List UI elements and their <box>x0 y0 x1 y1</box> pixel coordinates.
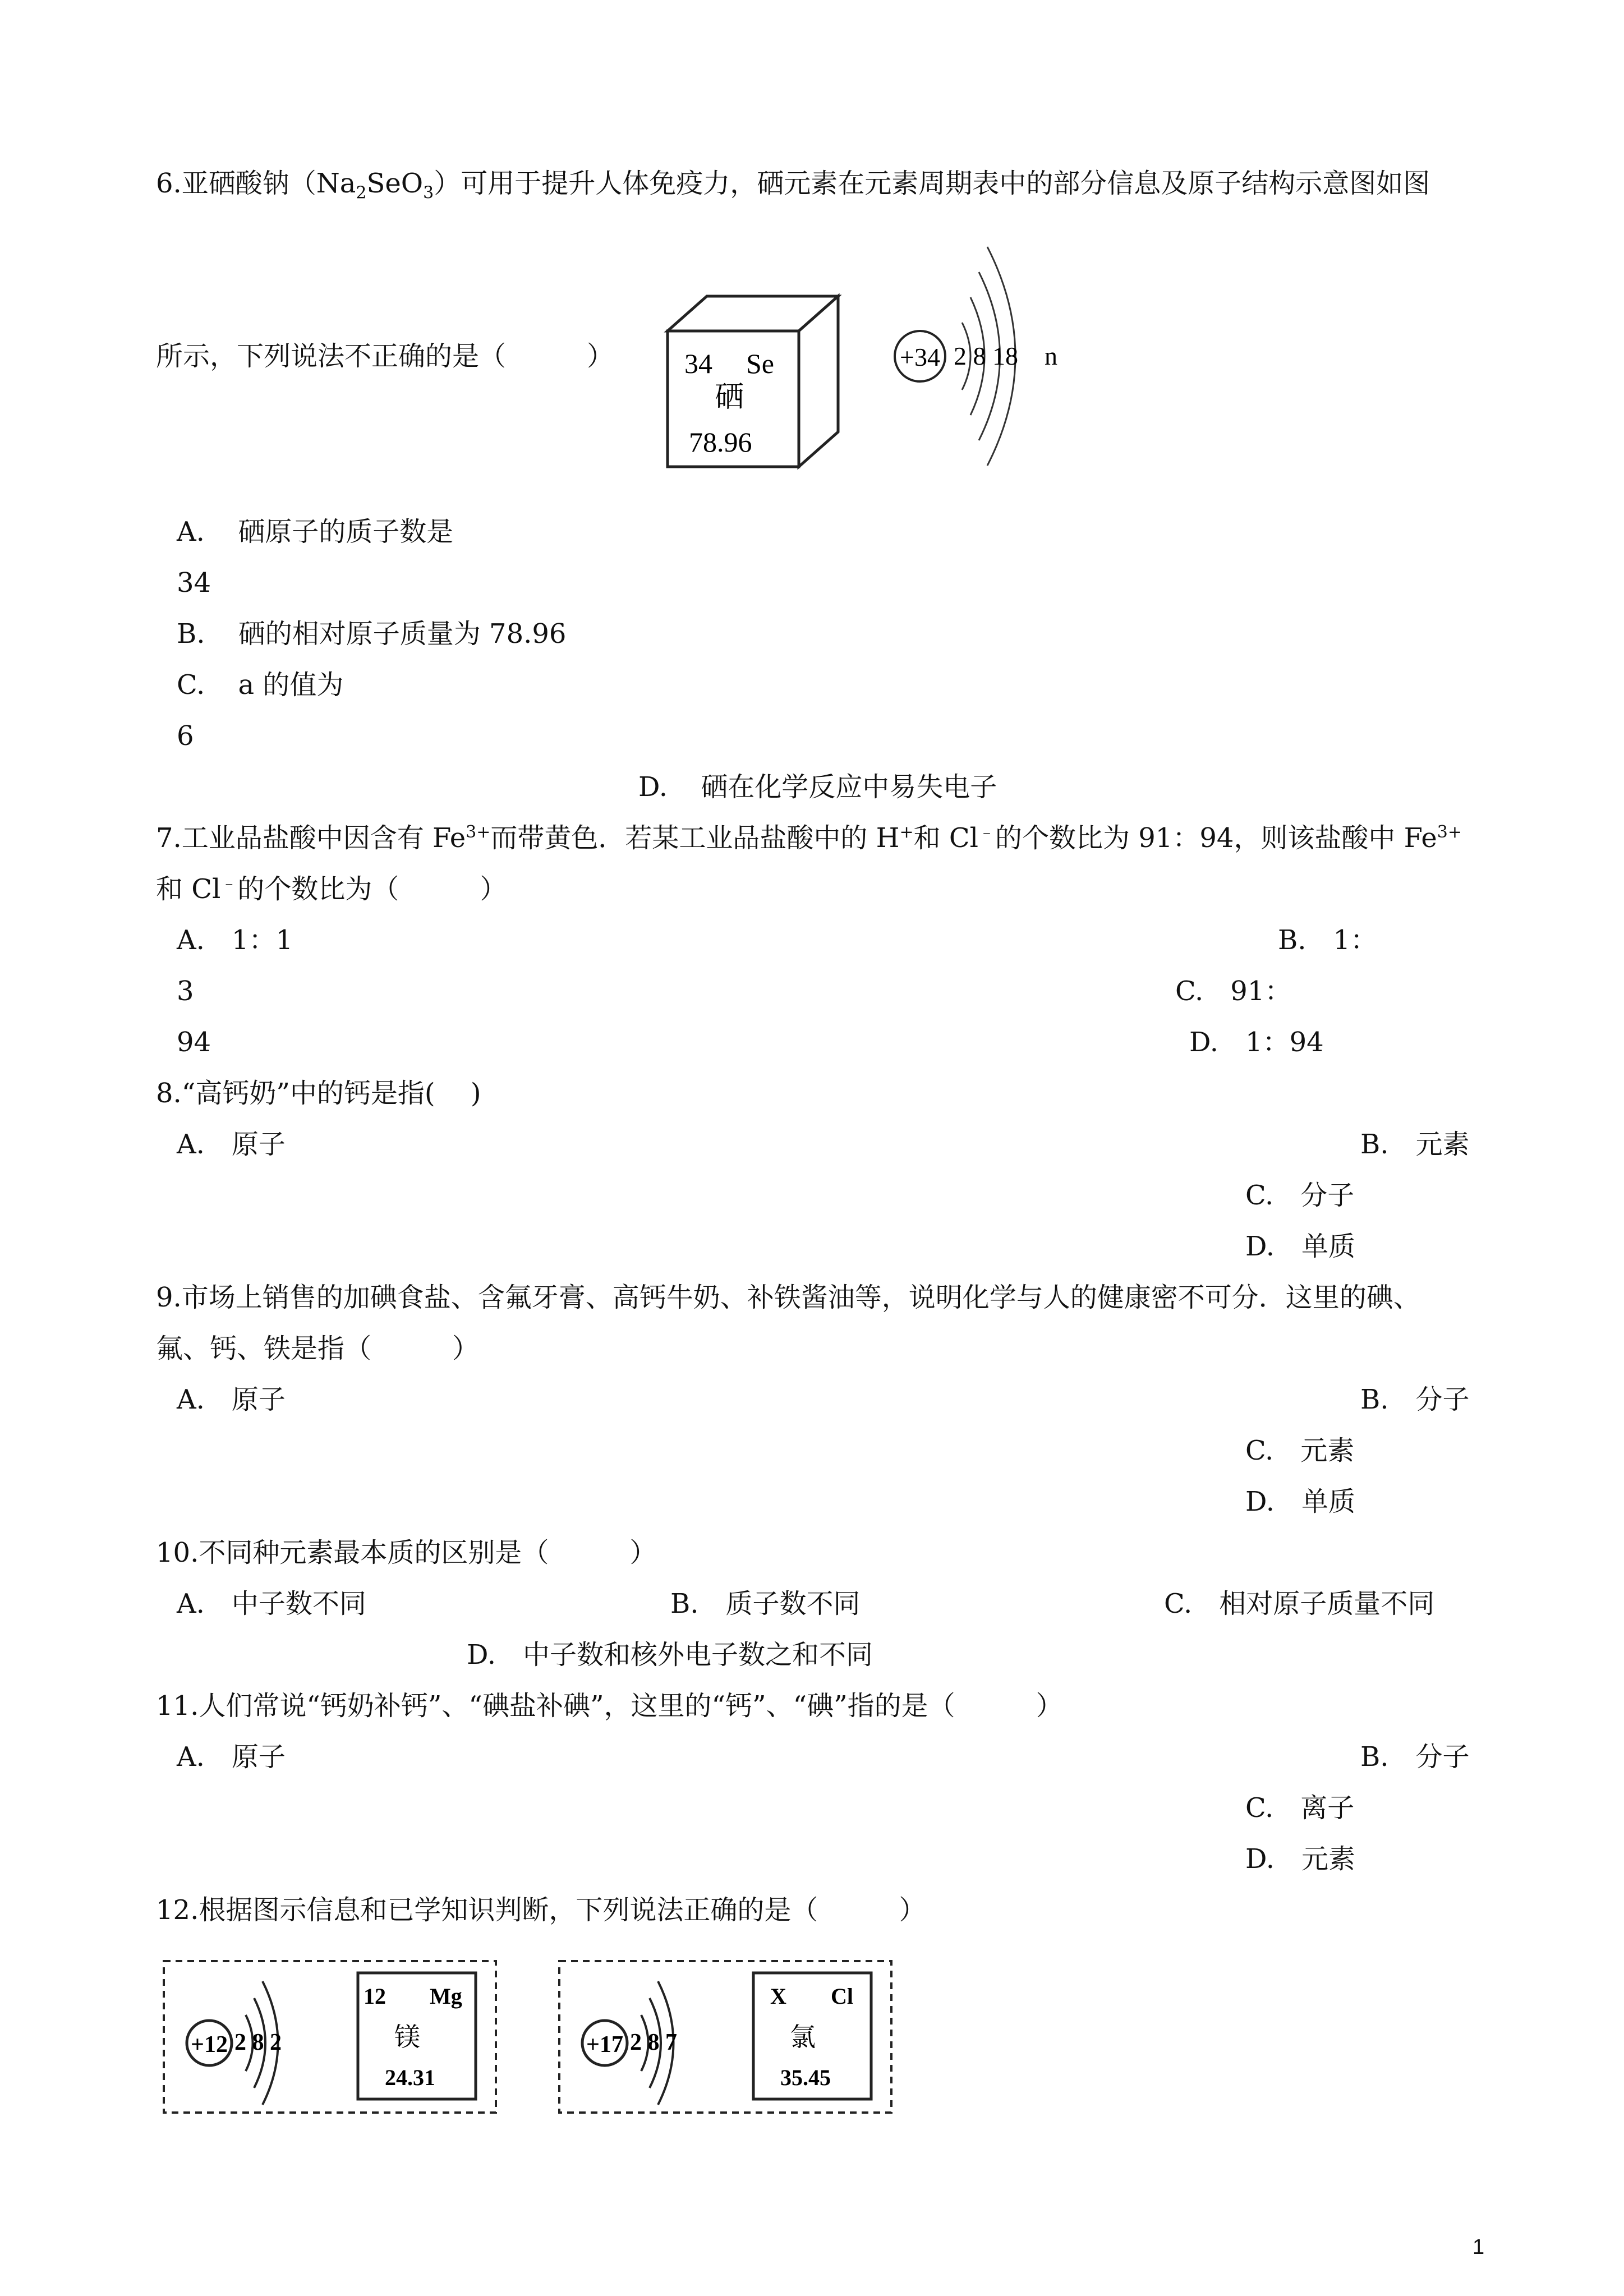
q9-option-b[interactable]: B. 分子 <box>1360 1384 1470 1415</box>
q11-option-a[interactable]: A. 原子 <box>177 1741 286 1773</box>
q7-line2-sup: ﹣ <box>220 873 238 893</box>
q7-stem-line2 <box>156 872 507 906</box>
magnesium-shells: 2 8 2 <box>234 2030 282 2055</box>
q9-option-c[interactable]: C. 元素 <box>1245 1435 1355 1466</box>
q10-option-a[interactable]: A. 中子数不同 <box>177 1588 366 1619</box>
q7-stem-2: 而带黄色．若某工业品盐酸中的 H <box>490 822 900 854</box>
chlorine-nucleus: +17 <box>586 2032 623 2058</box>
q6-stem-line2: 所示，下列说法不正确的是（ ） <box>156 341 614 372</box>
q6-option-d-label: D. <box>638 771 668 803</box>
chlorine-figure <box>557 1959 894 2115</box>
selenium-atomic-number: 34 <box>684 348 712 379</box>
q10-stem: 10.不同种元素最本质的区别是（ ） <box>156 1537 657 1568</box>
q7-option-c[interactable]: C. 91： <box>1175 976 1292 1007</box>
q9-stem: 9.市场上销售的加碘食盐、含氟牙膏、高钙牛奶、补铁酱油等，说明化学与人的健康密不可分．这里的碘、 <box>156 1282 1420 1313</box>
q7-option-b[interactable]: B. 1： <box>1278 924 1378 956</box>
chlorine-shells: 2 8 7 <box>630 2030 677 2055</box>
q7-stem-1: 7.工业品盐酸中因含有 Fe <box>156 822 466 854</box>
q6-option-c[interactable] <box>177 668 343 702</box>
q10-option-d[interactable]: D. 中子数和核外电子数之和不同 <box>467 1639 873 1671</box>
q6-option-d[interactable] <box>638 770 997 804</box>
chlorine-atomic-number: X <box>770 1984 786 2009</box>
magnesium-symbol: Mg <box>430 1984 462 2009</box>
magnesium-name: 镁 <box>394 2023 420 2051</box>
q11-option-d[interactable]: D. 元素 <box>1245 1843 1356 1875</box>
q10-option-b[interactable]: B. 质子数不同 <box>670 1588 861 1619</box>
q6-option-a-text: 硒原子的质子数是 <box>238 516 454 547</box>
q8-option-b[interactable]: B. 元素 <box>1360 1129 1470 1160</box>
q6-stem <box>156 167 1430 203</box>
q9-stem-line2: 氟、钙、铁是指（ ） <box>156 1333 480 1364</box>
q6-option-b-label: B. <box>177 618 205 650</box>
magnesium-atomic-number: 12 <box>364 1984 386 2009</box>
q6-option-d-text: 硒在化学反应中易失电子 <box>701 771 997 803</box>
q6-option-a-label: A. <box>177 516 205 547</box>
q8-option-d[interactable]: D. 单质 <box>1245 1231 1356 1262</box>
q6-stem-sub2: 3 <box>423 183 434 203</box>
q7-sup-4: 3+ <box>1437 822 1462 842</box>
selenium-nucleus: +34 <box>900 343 940 371</box>
q7-sup-3: ﹣ <box>978 822 995 842</box>
q11-option-b[interactable]: B. 分子 <box>1360 1741 1470 1773</box>
q6-option-c-text: a 的值为 <box>238 669 344 701</box>
q9-option-d[interactable]: D. 单质 <box>1245 1486 1356 1517</box>
magnesium-nucleus: +12 <box>191 2032 228 2058</box>
selenium-outer-electrons: n <box>1045 342 1057 370</box>
selenium-atomic-mass: 78.96 <box>689 426 752 458</box>
q6-option-a-continued: 34 <box>177 567 211 599</box>
selenium-element-cell <box>661 292 846 477</box>
selenium-name: 硒 <box>715 381 744 413</box>
selenium-shells: 2 8 18 <box>954 342 1018 370</box>
q6-option-c-label: C. <box>177 669 205 701</box>
q7-option-a[interactable]: A. 1：1 <box>177 924 293 956</box>
q7-stem-4: 的个数比为 91：94，则该盐酸中 Fe <box>995 822 1437 854</box>
q8-option-a[interactable]: A. 原子 <box>177 1129 286 1160</box>
q6-stem-b: SeO <box>366 168 424 199</box>
q6-stem-a: 6.亚硒酸钠（Na <box>156 168 356 199</box>
magnesium-atomic-mass: 24.31 <box>385 2065 435 2090</box>
q9-option-a[interactable]: A. 原子 <box>177 1384 286 1415</box>
chlorine-symbol: Cl <box>831 1984 853 2009</box>
q6-stem-c: ）可用于提升人体免疫力，硒元素在元素周期表中的部分信息及原子结构示意图如图 <box>434 168 1430 199</box>
chlorine-atomic-mass: 35.45 <box>780 2065 831 2090</box>
q11-stem: 11.人们常说“钙奶补钙”、“碘盐补碘”，这里的“钙”、“碘”指的是（ ） <box>156 1690 1063 1722</box>
q7-option-b-continued: 3 <box>177 976 194 1007</box>
q11-option-c[interactable]: C. 离子 <box>1245 1792 1355 1824</box>
q6-option-b[interactable] <box>177 617 566 651</box>
q8-option-c[interactable]: C. 分子 <box>1245 1180 1355 1211</box>
selenium-atom-diagram <box>881 224 1083 488</box>
q8-stem: 8.“高钙奶”中的钙是指( ) <box>156 1078 481 1109</box>
q6-option-c-continued: 6 <box>177 720 194 752</box>
q7-stem-3: 和 Cl <box>913 822 978 854</box>
magnesium-figure <box>162 1959 498 2115</box>
selenium-symbol: Se <box>746 348 774 379</box>
q10-option-c[interactable]: C. 相对原子质量不同 <box>1164 1588 1435 1619</box>
chlorine-name: 氯 <box>790 2023 816 2051</box>
q6-option-b-text: 硒的相对原子质量为 78.96 <box>238 618 567 650</box>
q6-stem-sub1: 2 <box>356 183 367 203</box>
page-number: 1 <box>1473 2235 1485 2259</box>
q12-stem: 12.根据图示信息和已学知识判断，下列说法正确的是（ ） <box>156 1894 926 1926</box>
q7-line2-a: 和 Cl <box>156 873 221 905</box>
q7-option-c-continued: 94 <box>177 1027 211 1058</box>
q7-stem <box>156 821 1462 855</box>
q7-sup-2: + <box>899 822 914 842</box>
q7-sup-1: 3+ <box>466 822 491 842</box>
q6-option-a[interactable] <box>177 515 453 549</box>
q7-line2-b: 的个数比为（ ） <box>237 873 507 905</box>
q7-option-d[interactable]: D. 1：94 <box>1189 1027 1324 1058</box>
